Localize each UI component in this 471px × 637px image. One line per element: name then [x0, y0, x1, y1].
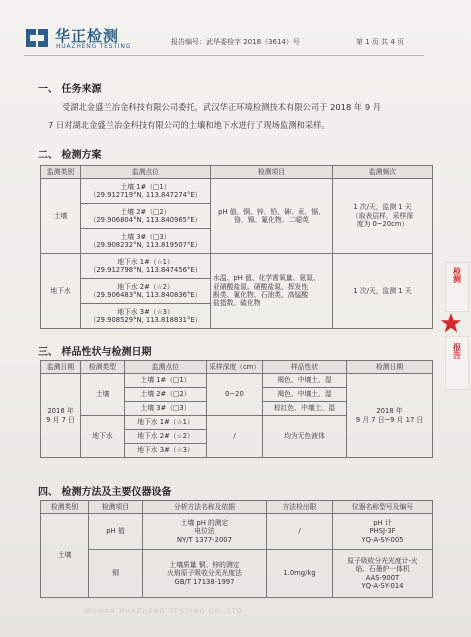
section-title-samples: 三、 样品性状与检测日期 [38, 347, 152, 358]
point-cell: 土壤 2#（□2） （29.906804°N, 113.840965°E） [81, 204, 211, 229]
table-header-row [41, 166, 433, 179]
header-cell: 监测频次 [333, 166, 433, 179]
instrument-cell: pH 计 PHSJ-3F YQ-A-SY-005 [333, 514, 433, 550]
header-divider [24, 55, 424, 56]
point-cell: 土壤 1#（□1） [125, 374, 207, 388]
header-cell: 检测日期 [347, 361, 433, 374]
header-cell: 监测点位 [81, 166, 211, 179]
item-cell: 铜 [89, 550, 143, 598]
item-cell: pH 值 [89, 514, 143, 550]
side-seal-tab-top [445, 262, 469, 312]
table-row [41, 514, 433, 550]
soil-items-cell: pH 值、铜、锌、铅、砷、汞、镉、 铬、镍、氟化物、二噁英 [211, 179, 333, 254]
point-cell: 土壤 3#（□3） [125, 402, 207, 416]
trait-cell: 棕红色、中壤土、湿 [263, 402, 347, 416]
page-header [0, 0, 471, 56]
header-cell: 检测类型 [81, 361, 125, 374]
water-type-cell: 地下水 [81, 416, 125, 458]
header-cell: 仪器名称型号及编号 [333, 501, 433, 514]
report-number: 报告编号：武华委检字 2018（3614）号 [171, 38, 300, 46]
point-cell: 土壤 1#（□1） （29.912719°N, 113.847274°E） [81, 179, 211, 204]
sampling-date-cell: 2018 年 9 月 7 日 [41, 374, 81, 458]
side-seal-text-top: 检测 [452, 267, 462, 283]
footer-watermark: WUHAN HUAZHENG TESTING CO.,LTD [85, 608, 243, 615]
table-row [41, 550, 433, 598]
section-title-task-source: 一、 任务来源 [38, 84, 102, 95]
table-row [41, 254, 433, 279]
water-depth-cell: / [207, 416, 263, 458]
sample-table [40, 360, 433, 458]
method-table [40, 500, 433, 598]
header-cell: 检测类别 [41, 501, 89, 514]
point-cell: 地下水 3#（☆3） （29.908529°N, 113.818831°E） [81, 304, 211, 329]
trait-cell: 褐色、中壤土、湿 [263, 374, 347, 388]
table-header-row [41, 501, 433, 514]
soil-category-cell: 土壤 [41, 179, 81, 254]
section-title-plan: 二、 检测方案 [38, 150, 102, 161]
water-trait-cell: 均为无色液体 [263, 416, 347, 458]
point-cell: 土壤 2#（□2） [125, 388, 207, 402]
point-cell: 地下水 2#（☆2） [125, 430, 207, 444]
instrument-cell: 原子吸收分光光度计-火 焰、石墨炉一体机 AAS-900T YQ-A-SY-014 [333, 550, 433, 598]
header-cell: 监测日期 [41, 361, 81, 374]
water-category-cell: 地下水 [41, 254, 81, 329]
header-cell: 方法检出限 [267, 501, 333, 514]
water-items-cell: 水温、pH 值、化学需氧量、氨氮、 亚硝酸盐氮、硝酸盐氮、挥发性 酚类、氰化物、石油类、高锰酸 盐指数、硫化物 [211, 254, 333, 329]
limit-cell: / [267, 514, 333, 550]
header-cell: 分析方法名称及依据 [143, 501, 267, 514]
point-cell: 地下水 1#（☆1） （29.912798°N, 113.847456°E） [81, 254, 211, 279]
method-cell: 土壤 pH 的测定 电位法 NY/T 1377-2007 [143, 514, 267, 550]
trait-cell: 褐色、中壤土、湿 [263, 388, 347, 402]
logo-english-name: HUAZHENG TESTING [56, 43, 132, 50]
point-cell: 地下水 3#（☆3） [125, 444, 207, 458]
monitoring-plan-table [40, 165, 433, 329]
huazheng-logo-icon [24, 27, 50, 49]
water-frequency-cell: 1 次/天，监测 1 天 [333, 254, 433, 329]
red-star-seal-icon [440, 312, 462, 334]
table-row [41, 374, 433, 388]
intro-line-1: 受湖北金盛兰冶金科技有限公司委托，武汉华正环境检测技术有限公司于 2018 年 9 月 [62, 102, 382, 112]
logo-chinese-name: 华正检测 [55, 27, 120, 45]
limit-cell: 1.0mg/kg [267, 550, 333, 598]
side-seal-text-bottom: 报告 [452, 343, 462, 359]
test-date-cell: 2018 年 9 月 7 日~9 月 17 日 [347, 374, 433, 458]
header-cell: 样品性状 [263, 361, 347, 374]
header-cell: 采样深度（cm） [207, 361, 263, 374]
header-cell: 监测点位 [125, 361, 207, 374]
soil-frequency-cell: 1 次/天，监测 1 天 （取表层样，采样深 度为 0~20cm） [333, 179, 433, 254]
soil-depth-cell: 0~20 [207, 374, 263, 416]
point-cell: 土壤 3#（□3） （29.908232°N, 113.819507°E） [81, 229, 211, 254]
header-cell: 监测类别 [41, 166, 81, 179]
point-cell: 地下水 2#（☆2） （29.906483°N, 113.840836°E） [81, 279, 211, 304]
method-cell: 土壤质量 铜、锌的测定 火焰原子吸收分光光度法 GB/T 17138-1997 [143, 550, 267, 598]
point-cell: 地下水 1#（☆1） [125, 416, 207, 430]
soil-type-cell: 土壤 [81, 374, 125, 416]
header-cell: 检测项目 [89, 501, 143, 514]
table-row [41, 179, 433, 204]
intro-line-2: 7 日对湖北金盛兰冶金科技有限公司的土壤和地下水进行了现场监测和采样。 [48, 120, 330, 130]
page-number: 第 1 页 共 4 页 [356, 38, 405, 46]
table-header-row [41, 361, 433, 374]
section-title-methods: 四、 检测方法及主要仪器设备 [38, 487, 172, 498]
header-cell: 检测项目 [211, 166, 333, 179]
method-category-cell: 土壤 [41, 514, 89, 598]
side-seal-tab-bottom [445, 336, 469, 390]
